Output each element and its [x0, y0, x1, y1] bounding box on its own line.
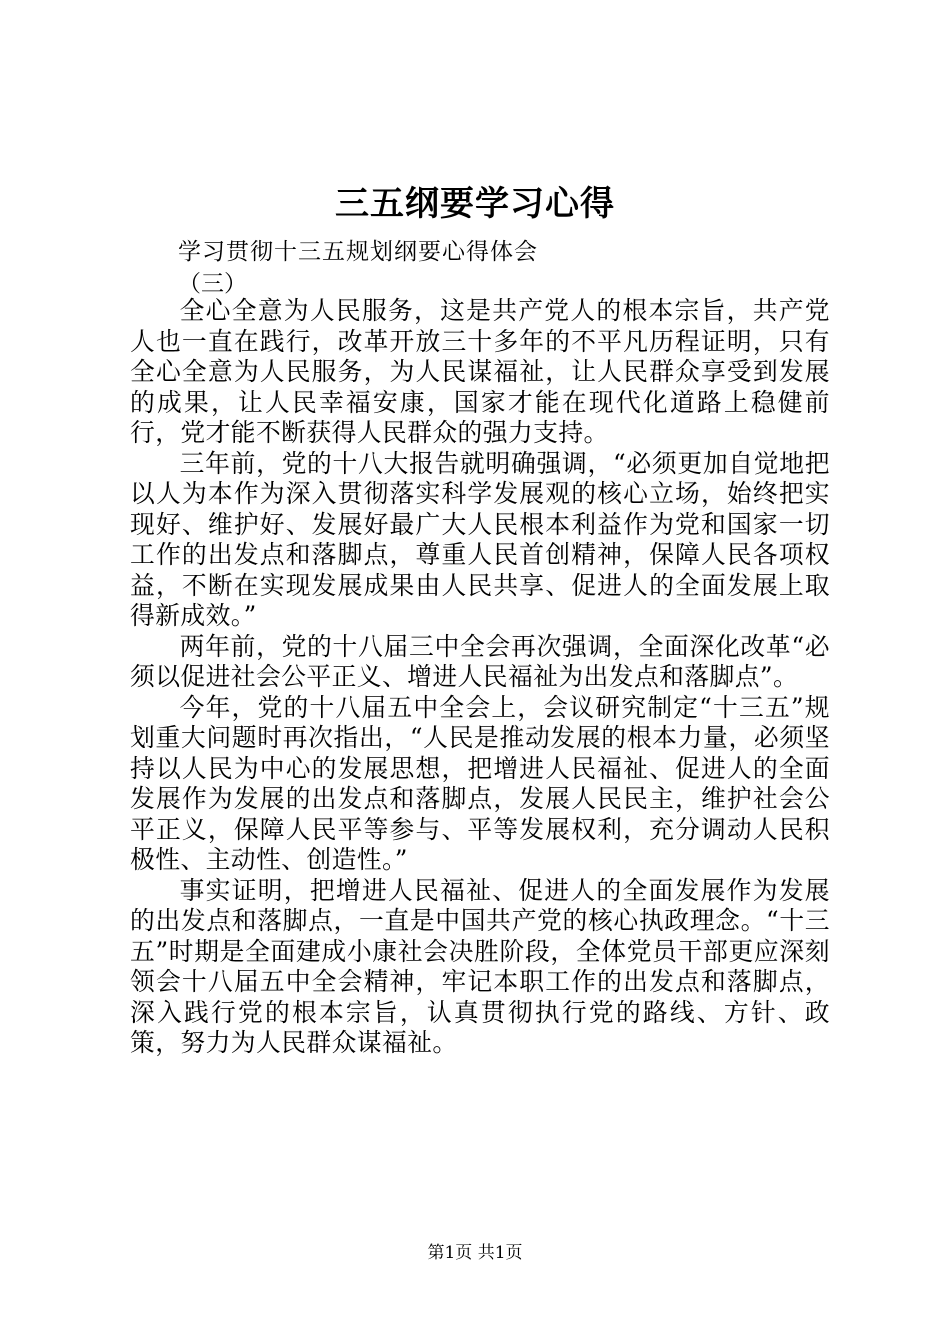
paragraph: 三年前，党的十八大报告就明确强调，“必须更加自觉地把以人为本作为深入贯彻落实科学发展观的核心立场，始终把实现好、维护好、发展好最广大人民根本利益作为党和国家一切工作的出发点和落脚点，尊重人民首创精神，保障人民各项权益，不断在实现发展成果由人民共享、促进人的全面发展上取得新成效。”: [130, 448, 830, 630]
page-footer: 第1页 共1页: [427, 1243, 523, 1263]
paragraph: 全心全意为人民服务，这是共产党人的根本宗旨，共产党人也一直在践行，改革开放三十多年的不平凡历程证明，只有全心全意为人民服务，为人民谋福祉，让人民群众享受到发展的成果，让人民幸福安康，国家才能在现代化道路上稳健前行，党才能不断获得人民群众的强力支持。: [130, 296, 830, 447]
paragraph: 两年前，党的十八届三中全会再次强调，全面深化改革“必须以促进社会公平正义、增进人民福祉为出发点和落脚点”。: [130, 631, 830, 691]
document-subtitle: 学习贯彻十三五规划纲要心得体会: [178, 239, 538, 265]
document-title: 三五纲要学习心得: [335, 184, 615, 224]
document-body: [130, 296, 830, 1059]
paragraph: 事实证明，把增进人民福祉、促进人的全面发展作为发展的出发点和落脚点，一直是中国共产党的核心执政理念。“十三五”时期是全面建成小康社会决胜阶段，全体党员干部更应深刻领会十八届五中全会精神，牢记本职工作的出发点和落脚点，深入践行党的根本宗旨，认真贯彻执行党的路线、方针、政策，努力为人民群众谋福祉。: [130, 875, 830, 1057]
section-marker: （三）: [178, 271, 247, 297]
paragraph: 今年，党的十八届五中全会上，会议研究制定“十三五”规划重大问题时再次指出，“人民是推动发展的根本力量，必须坚持以人民为中心的发展思想，把增进人民福祉、促进人的全面发展作为发展的出发点和落脚点，发展人民民主，维护社会公平正义，保障人民平等参与、平等发展权利，充分调动人民积极性、主动性、创造性。”: [130, 692, 830, 874]
